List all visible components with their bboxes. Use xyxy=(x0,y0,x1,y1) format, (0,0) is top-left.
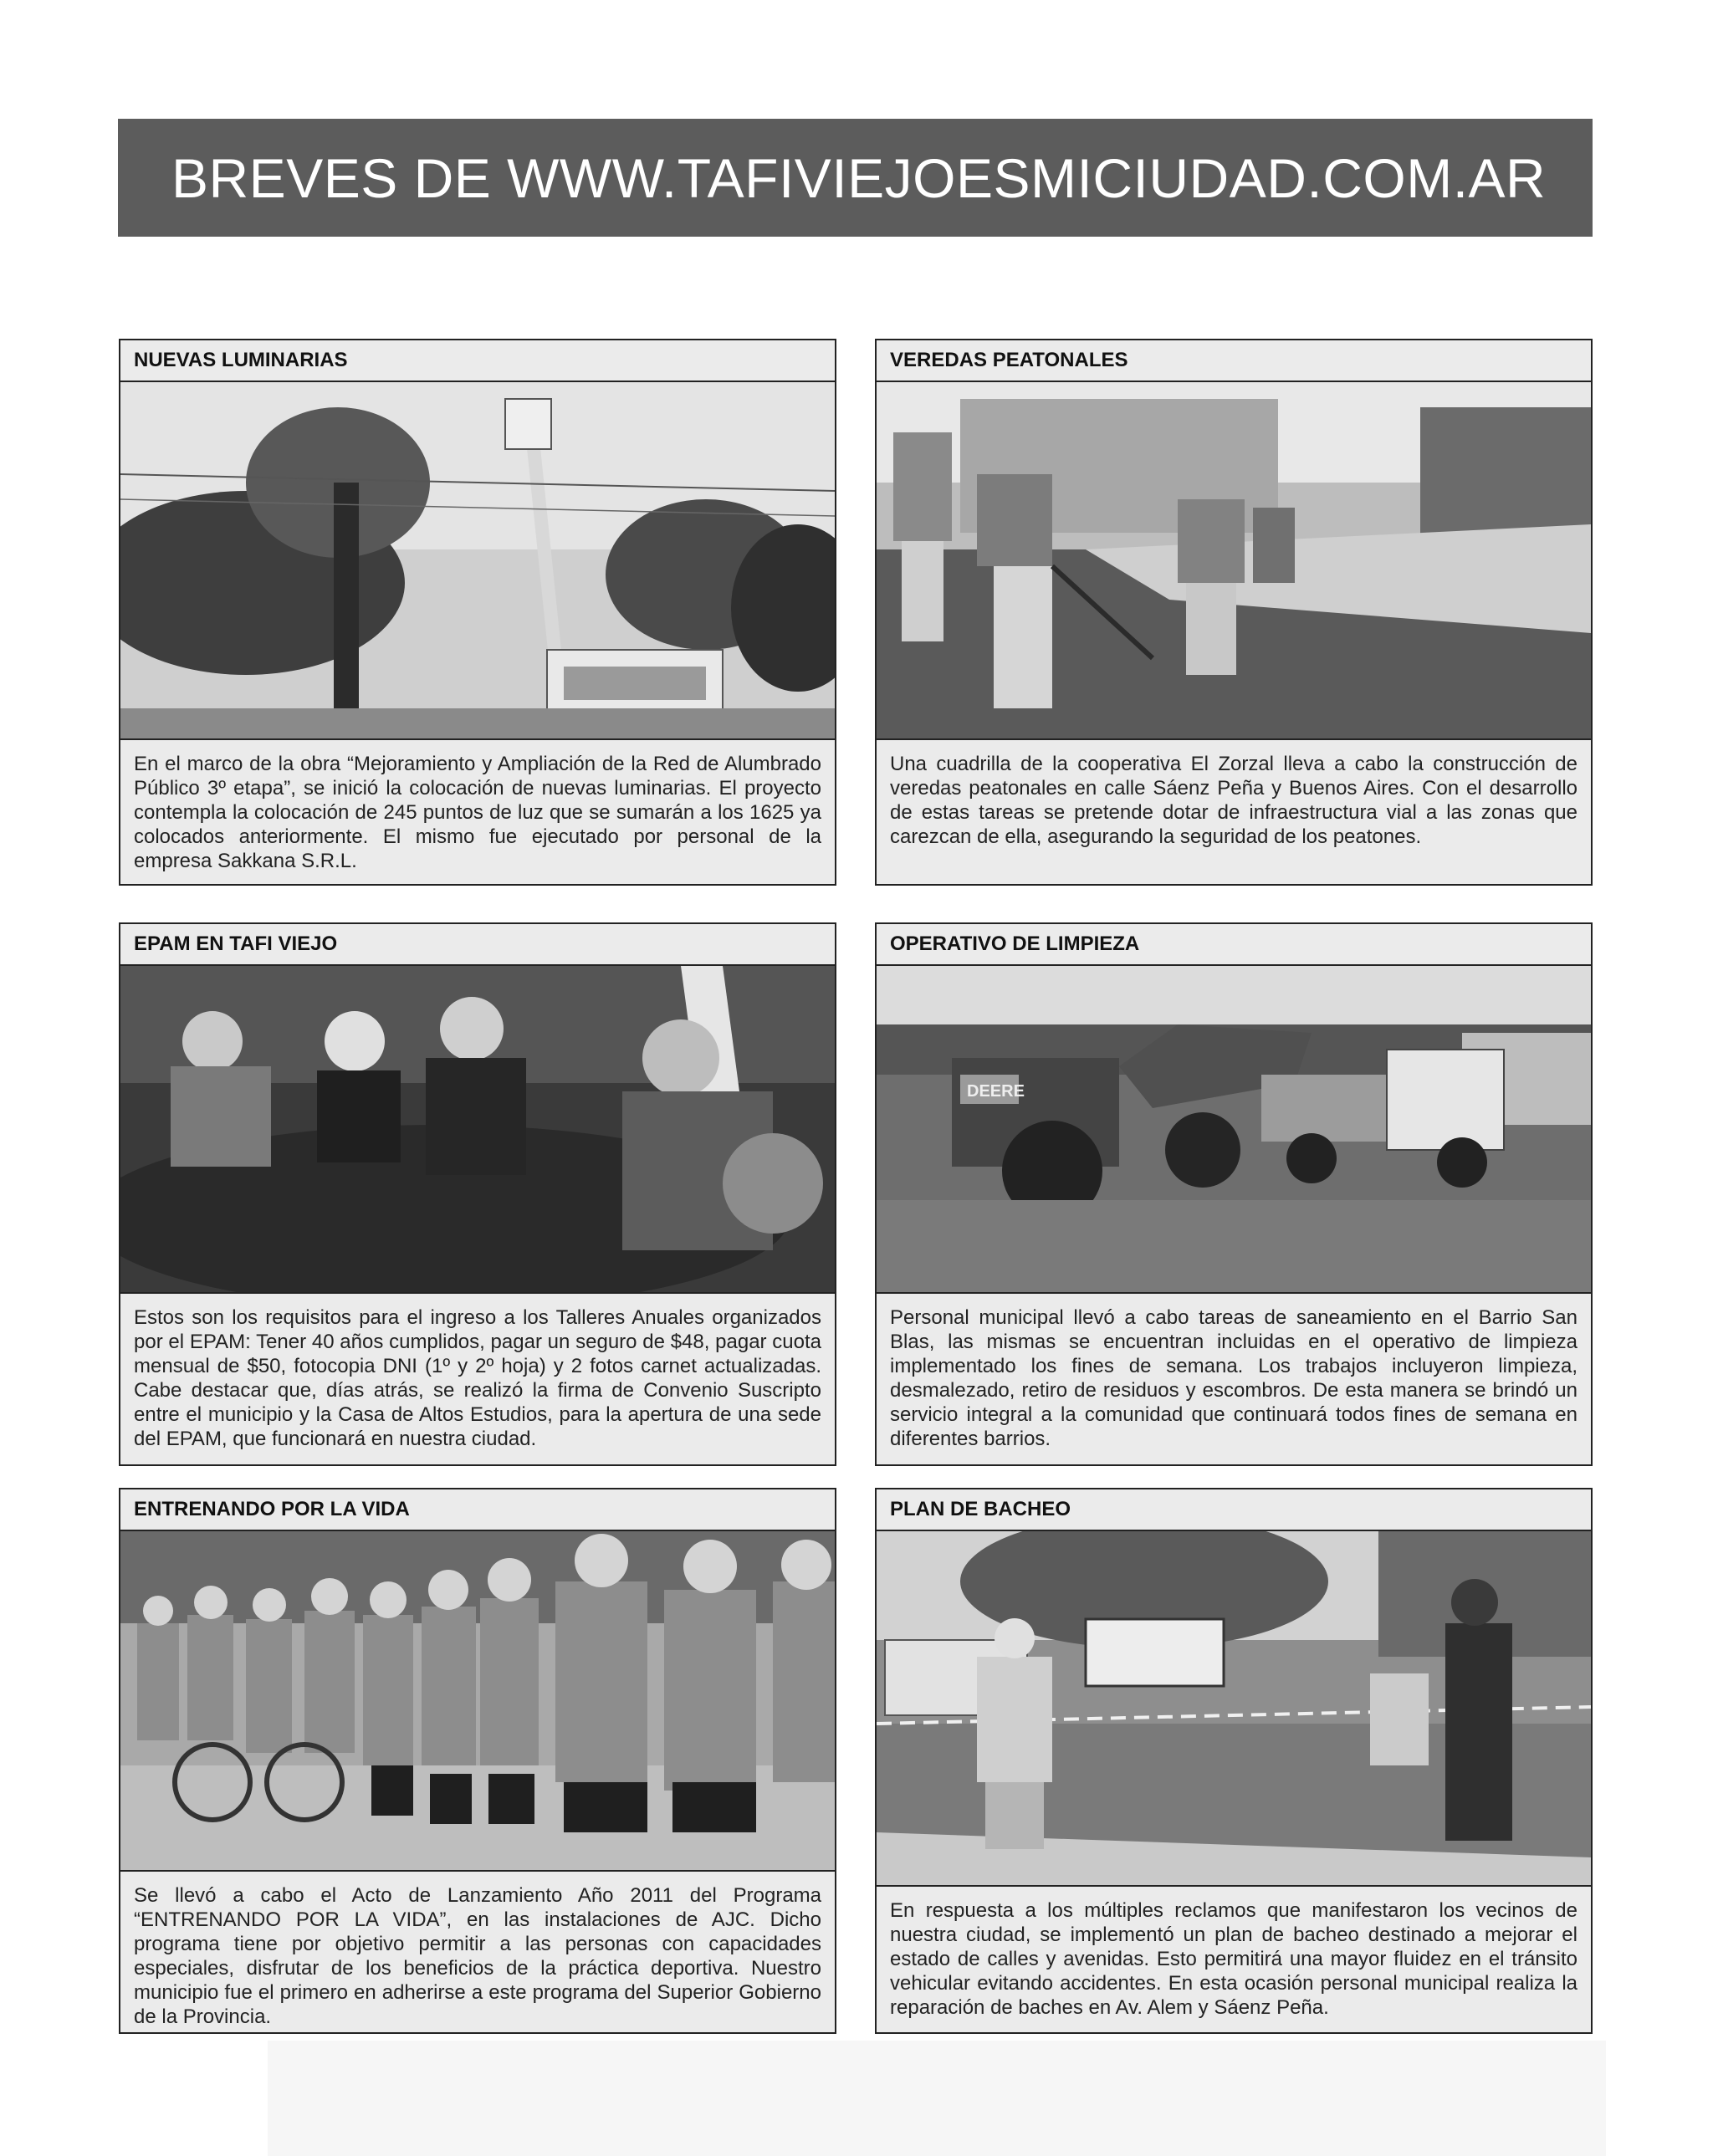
article-photo-meeting-table xyxy=(120,966,835,1294)
article-photo-sidewalk-workers xyxy=(877,382,1591,740)
page-header-banner xyxy=(118,119,1593,237)
article-body: Se llevó a cabo el Acto de Lanzamiento Año 2011 del Programa “ENTRENANDO POR LA VIDA”, en las instalaciones de AJC. Dicho programa tiene por objetivo permitir a las personas con capacidades especiales, disfrutar de los beneficios de la práctica deportiva. Nuestro municipio fue el primero en adherirse a este programa del Superior Gobierno de la Provincia. xyxy=(134,1884,821,2028)
article-title: EPAM EN TAFI VIEJO xyxy=(120,924,835,966)
article-body: En respuesta a los múltiples reclamos que manifestaron los vecinos de nuestra ciudad, se implementó un plan de bacheo destinado a mejorar el estado de calles y avenidas. Esto permitirá una mayor fluidez en el tránsito vehicular evitando accidentes. En esta ocasión personal municipal realiza la reparación de baches en Av. Alem y Sáenz Peña. xyxy=(890,1899,1577,2019)
article-title: VEREDAS PEATONALES xyxy=(877,340,1591,382)
page-footer-shade xyxy=(268,2041,1606,2156)
article-title: OPERATIVO DE LIMPIEZA xyxy=(877,924,1591,966)
article-card-veredas-peatonales xyxy=(875,339,1593,886)
article-title: ENTRENANDO POR LA VIDA xyxy=(120,1489,835,1531)
article-card-nuevas-luminarias xyxy=(119,339,836,886)
article-card-entrenando-por-la-vida xyxy=(119,1488,836,2034)
article-photo-road-repair xyxy=(877,1531,1591,1887)
article-title: PLAN DE BACHEO xyxy=(877,1489,1591,1531)
article-photo-athletes-group xyxy=(120,1531,835,1872)
article-body: Estos son los requisitos para el ingreso a los Talleres Anuales organizados por el EPAM: Tener 40 años cumplidos, pagar un seguro de $48, pagar cuota mensual de $50, fotocopia DNI (1º y 2º hoja) y 2 fotos carnet actualizadas. Cabe destacar que, días atrás, se realizó la firma de Convenio Suscripto entre el municipio y la Casa de Altos Estudios, para la apertura de una sede del EPAM, que funcionará en nuestra ciudad. xyxy=(134,1306,821,1450)
article-body: Personal municipal llevó a cabo tareas de saneamiento en el Barrio San Blas, las mismas se encuentran incluidas en el operativo de limpieza implementado los fines de semana. Los trabajos incluyeron limpieza, desmalezado, retiro de residuos y escombros. De esta manera se brindó un servicio integral a la comunidad que continuará todos fines de semana en diferentes barrios. xyxy=(890,1306,1577,1450)
article-card-epam xyxy=(119,922,836,1466)
article-photo-loader-truck xyxy=(877,966,1591,1294)
article-photo-streetlight-crane xyxy=(120,382,835,740)
page-title: BREVES DE WWW.TAFIVIEJOESMICIUDAD.COM.AR xyxy=(171,146,1547,209)
article-card-operativo-limpieza xyxy=(875,922,1593,1466)
article-body: En el marco de la obra “Mejoramiento y Ampliación de la Red de Alumbrado Público 3º etapa”, se inició la colocación de nuevas luminarias. El proyecto contempla la colocación de 245 puntos de luz que se sumarán a los 1625 ya colocados anteriormente. El mismo fue ejecutado por personal de la empresa Sakkana S.R.L. xyxy=(134,753,821,872)
loader-brand-logo: DEERE xyxy=(967,1082,1025,1101)
article-body: Una cuadrilla de la cooperativa El Zorzal lleva a cabo la construcción de veredas peatonales en calle Sáenz Peña y Buenos Aires. Con el desarrollo de estas tareas se pretende dotar de infraestructura vial a las zonas que carezcan de ella, asegurando la seguridad de los peatones. xyxy=(890,753,1577,848)
article-card-plan-de-bacheo xyxy=(875,1488,1593,2034)
article-title: NUEVAS LUMINARIAS xyxy=(120,340,835,382)
